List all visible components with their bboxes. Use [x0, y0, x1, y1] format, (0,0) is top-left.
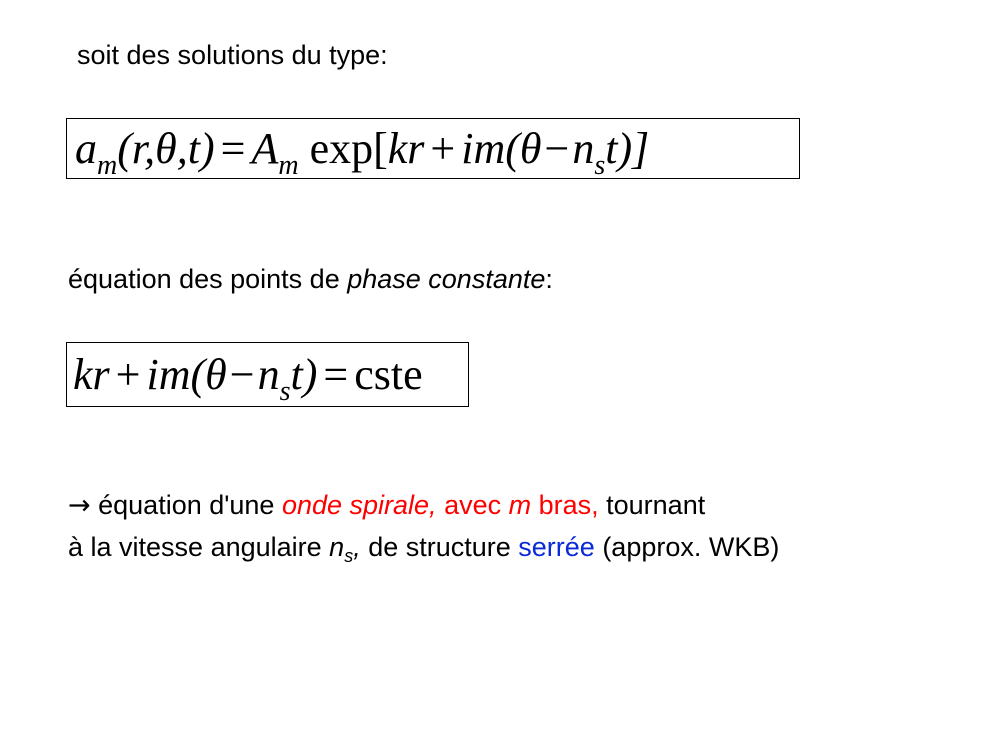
- conclusion-line2-mid: de structure: [360, 532, 519, 562]
- conclusion-m: m: [508, 490, 532, 520]
- conclusion-part1: équation d'une: [90, 490, 282, 520]
- conclusion-line-2: [68, 532, 780, 566]
- conclusion-line-1: [68, 492, 705, 519]
- formula2-kr: kr: [73, 350, 110, 399]
- formula-exp: exp[: [309, 124, 388, 173]
- formula-phase: [73, 350, 423, 407]
- formula-solution: [75, 124, 650, 181]
- formula-a-subscript: m: [97, 150, 118, 181]
- arrow-right-icon: →: [68, 490, 91, 521]
- conclusion-avec: avec: [436, 490, 509, 520]
- formula-A: A: [251, 124, 279, 173]
- phase-suffix: :: [545, 264, 553, 294]
- formula2-t-close: t): [290, 350, 318, 399]
- phase-prefix: équation des points de: [68, 264, 348, 294]
- conclusion-line2-prefix: à la vitesse angulaire: [68, 532, 330, 562]
- formula-a: a: [75, 124, 97, 173]
- formula-kr: kr: [387, 124, 425, 173]
- formula-plus: +: [430, 124, 456, 173]
- formula2-plus: +: [115, 350, 141, 399]
- formula-box-solution: [66, 118, 800, 179]
- formula2-n-subscript: s: [279, 376, 291, 407]
- formula-n-subscript: s: [594, 150, 606, 181]
- conclusion-serree: serrée: [518, 532, 595, 562]
- conclusion-onde-spirale: onde spirale,: [281, 490, 437, 520]
- conclusion-tournant: tournant: [598, 490, 706, 520]
- phase-italic: phase constante: [347, 264, 546, 294]
- formula-args: (r,θ,t): [117, 124, 215, 173]
- formula2-cste: cste: [354, 350, 423, 399]
- formula-minus: −: [544, 124, 570, 173]
- formula-A-subscript: m: [278, 150, 299, 181]
- phase-text: [68, 266, 553, 293]
- conclusion-bras: bras,: [531, 490, 599, 520]
- formula-n: n: [572, 124, 595, 173]
- intro-text: soit des solutions du type:: [77, 40, 388, 70]
- formula2-im: im(θ: [146, 350, 227, 399]
- formula-t-close: t)]: [605, 124, 650, 173]
- formula-im: im(θ: [461, 124, 542, 173]
- conclusion-ns-comma: ,: [353, 532, 361, 562]
- formula2-equals: =: [323, 350, 349, 399]
- conclusion-line2-suffix: (approx. WKB): [594, 532, 780, 562]
- formula2-minus: −: [229, 350, 255, 399]
- conclusion-ns-s: s: [344, 546, 354, 566]
- formula-equals: =: [220, 124, 246, 173]
- conclusion-ns-n: n: [329, 532, 345, 562]
- formula2-n: n: [257, 350, 280, 399]
- formula-box-phase: [66, 342, 469, 407]
